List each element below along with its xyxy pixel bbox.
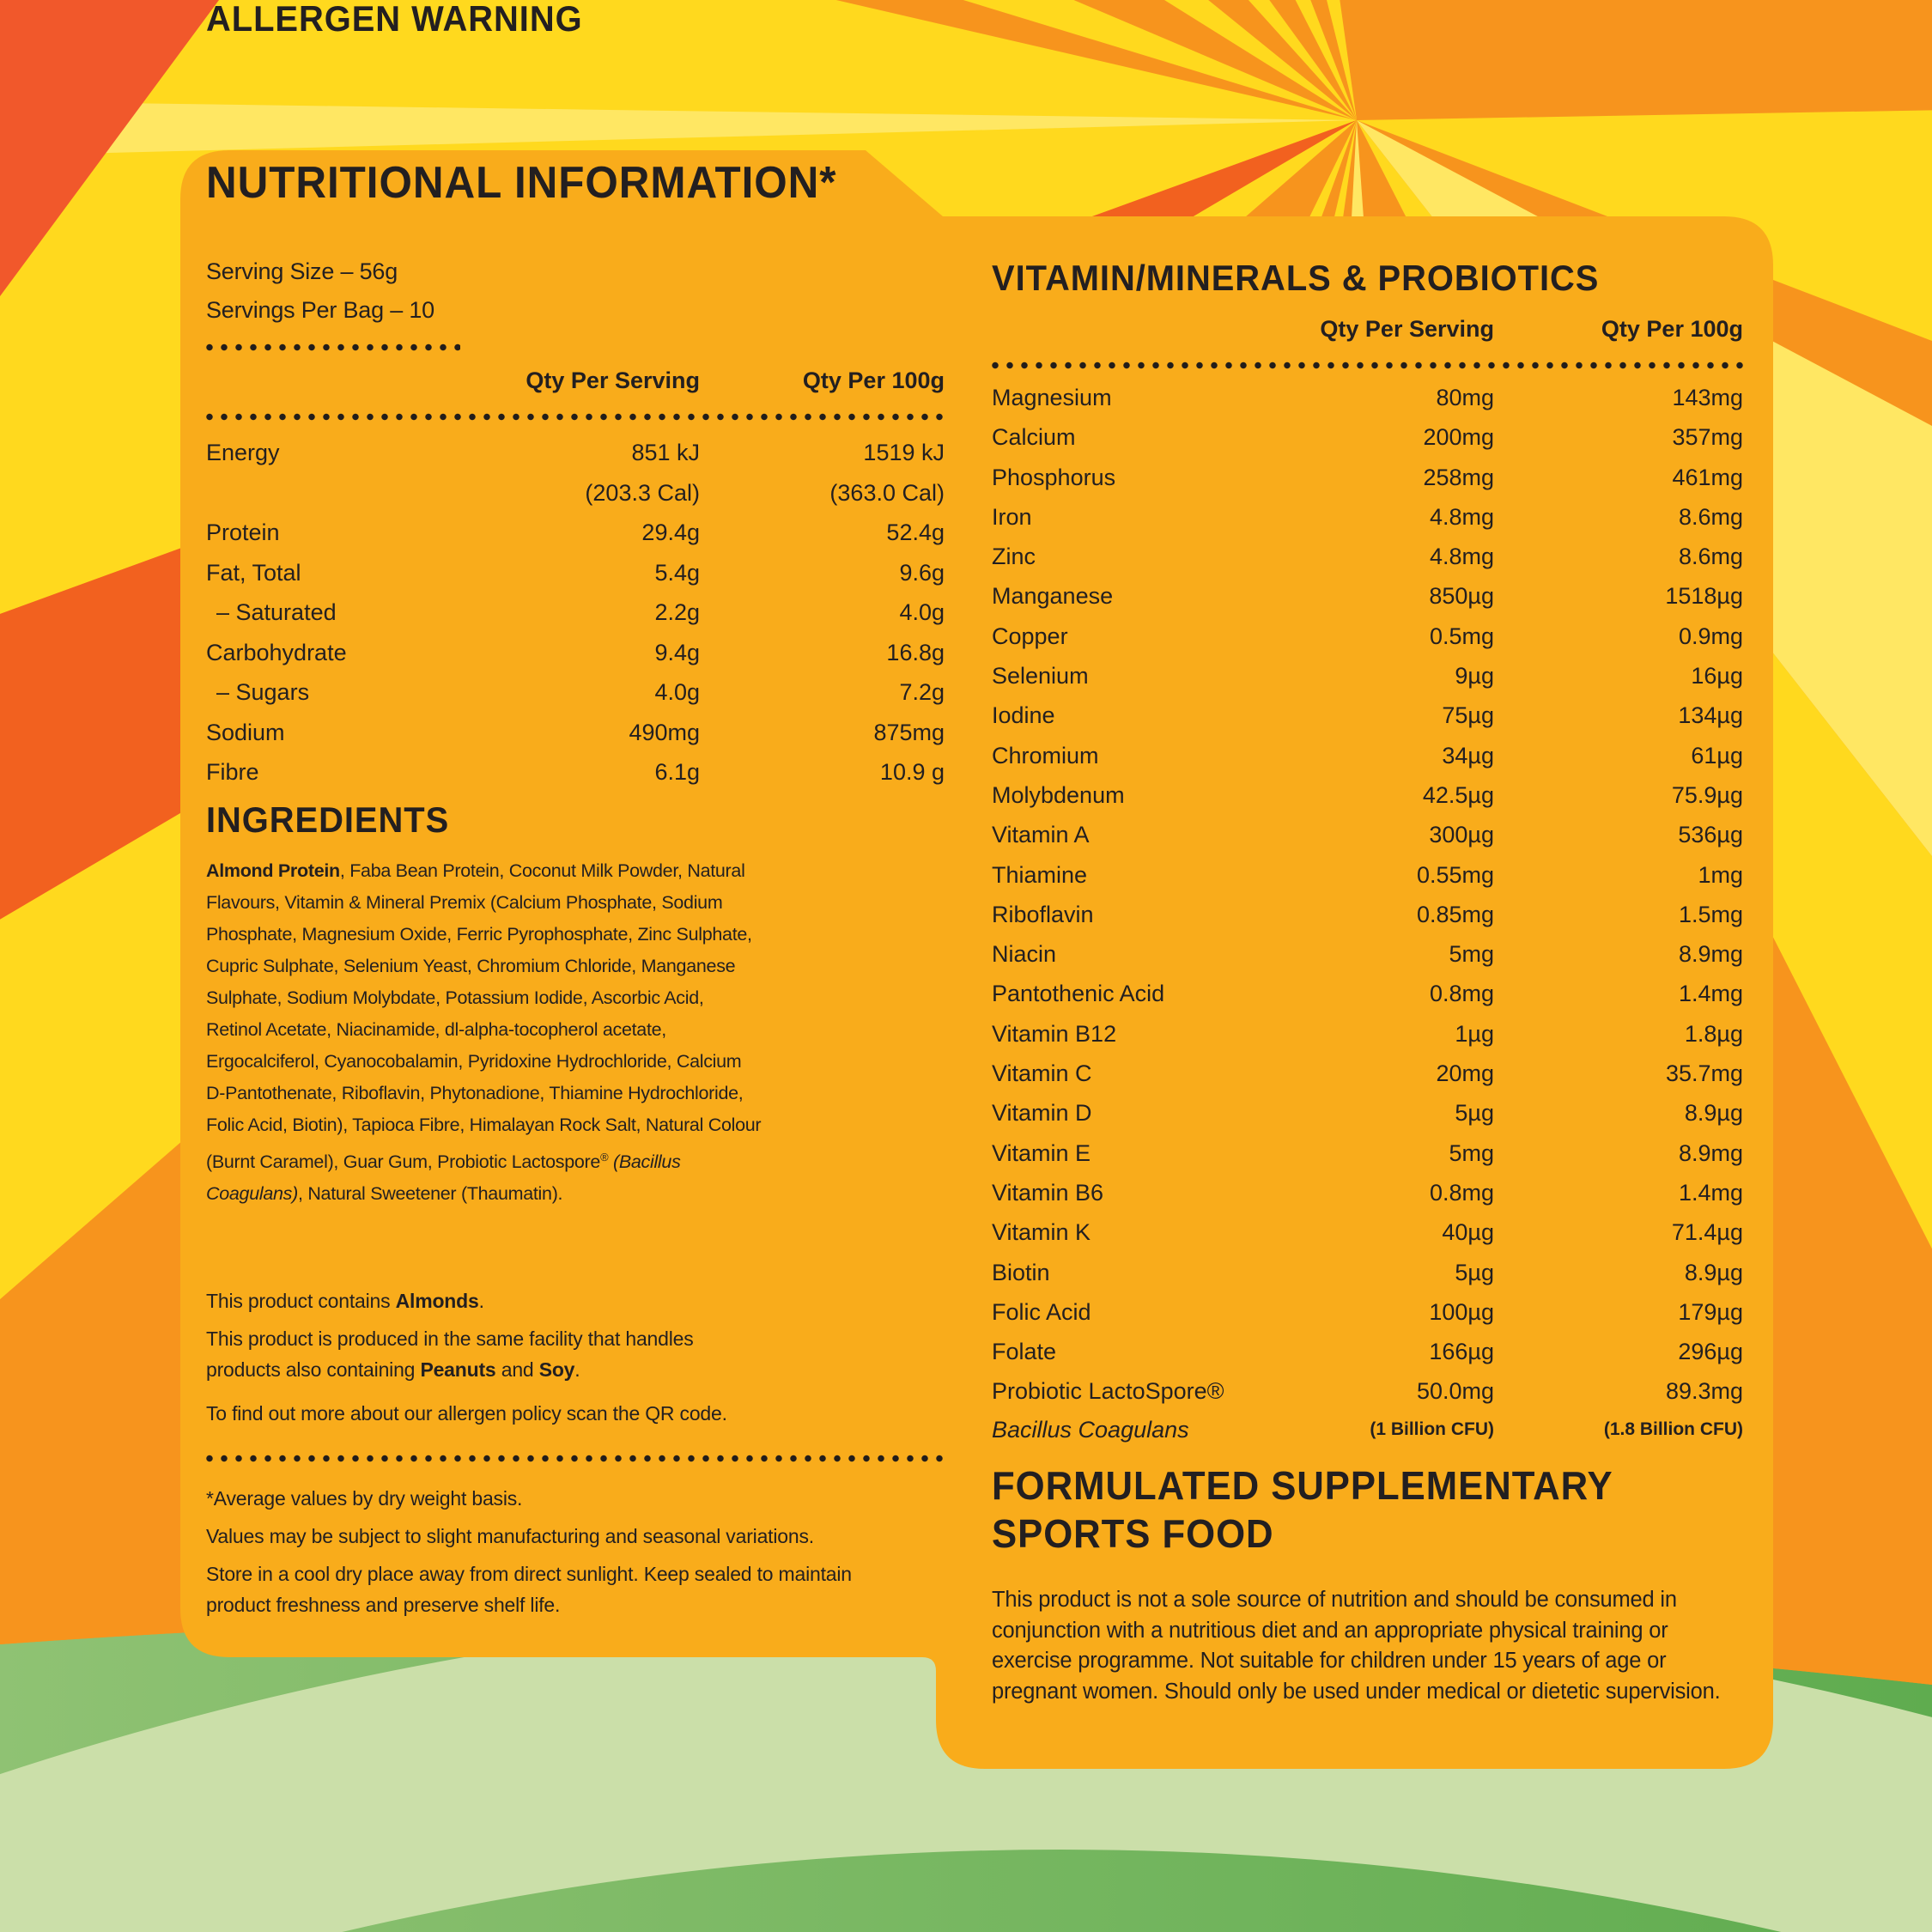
row-per100g-value: 1518µg — [1665, 583, 1743, 610]
row-serving-value: 0.8mg — [1429, 981, 1494, 1007]
table-row — [992, 1292, 1743, 1332]
serving-size: Serving Size – 56g — [206, 258, 398, 284]
row-label: Copper — [992, 623, 1068, 649]
row-label: Folate — [992, 1339, 1057, 1365]
allergen-segment: and — [495, 1358, 539, 1381]
table-row — [992, 1212, 1743, 1252]
row-label: Molybdenum — [992, 781, 1125, 808]
row-label: Zinc — [992, 544, 1036, 570]
header-spacer — [206, 368, 464, 394]
row-label: Fibre — [206, 759, 259, 785]
row-per100g-value: 0.9mg — [1678, 623, 1743, 649]
row-serving-value: 40µg — [1442, 1219, 1494, 1246]
row-label: Riboflavin — [992, 901, 1094, 927]
col-qty-per-100g: Qty Per 100g — [802, 368, 945, 393]
row-per100g-value: 35.7mg — [1665, 1060, 1743, 1087]
row-label: Sodium — [206, 719, 285, 745]
row-label: Vitamin K — [992, 1219, 1091, 1246]
row-serving-value: 200mg — [1423, 424, 1494, 451]
table-row — [992, 378, 1743, 417]
nutrition-table-header — [206, 368, 945, 394]
row-per100g-value: 1mg — [1698, 861, 1743, 888]
row-per100g-value: 1519 kJ — [863, 440, 945, 465]
vitamins-table — [992, 378, 1743, 1448]
nutrition-table — [206, 433, 945, 793]
row-serving-value: 0.8mg — [1429, 1179, 1494, 1206]
supplementary-text: This product is not a sole source of nutrition and should be consumed in conjunction with a nutritious diet and an appropriate physical training or exercise programme. Not suitable for children under 15 years of age or pregnant women. Should only be used under medical or dietetic supervision. — [992, 1588, 1721, 1704]
row-serving-value: (1 Billion CFU) — [1370, 1419, 1494, 1439]
row-per100g-value: 134µg — [1678, 702, 1743, 729]
row-label: Chromium — [992, 742, 1099, 769]
row-label: Protein — [206, 519, 280, 545]
allergen-segment: To find out more about our allergen policy scan the QR code. — [206, 1402, 727, 1425]
row-per100g-value: 8.6mg — [1678, 503, 1743, 530]
row-label — [206, 473, 464, 513]
table-row — [992, 417, 1743, 457]
row-label: Thiamine — [992, 861, 1088, 888]
table-row — [992, 576, 1743, 616]
table-row — [992, 696, 1743, 735]
table-row — [206, 633, 945, 673]
row-per100g-value: 296µg — [1678, 1339, 1743, 1365]
row-label: Iodine — [992, 702, 1055, 729]
row-label: Vitamin B12 — [992, 1020, 1117, 1047]
row-serving-value: 490mg — [629, 719, 700, 745]
row-serving-value: 5µg — [1455, 1100, 1494, 1127]
table-row — [206, 433, 945, 473]
table-row — [206, 553, 945, 593]
row-serving-value: 42.5µg — [1422, 781, 1494, 808]
row-per100g-value: 75.9µg — [1671, 781, 1743, 808]
row-serving-value: 5mg — [1449, 941, 1494, 968]
row-per100g-value: 143mg — [1672, 385, 1743, 410]
ingredient-segment: Almond Protein — [206, 860, 340, 881]
vitamins-title: VITAMIN/MINERALS & PROBIOTICS — [992, 258, 1600, 298]
table-row — [206, 713, 945, 753]
row-per100g-value: 16µg — [1691, 663, 1743, 690]
header-spacer — [992, 316, 1275, 343]
row-label: Vitamin E — [992, 1139, 1091, 1166]
table-row — [992, 1173, 1743, 1212]
row-per100g-value: 1.8µg — [1684, 1020, 1743, 1047]
row-serving-value: 6.1g — [654, 759, 700, 785]
row-serving-value: 5.4g — [654, 559, 700, 586]
row-serving-value: 258mg — [1423, 464, 1494, 490]
row-per100g-value: 10.9 g — [879, 759, 945, 785]
row-label: Fat, Total — [206, 559, 301, 586]
row-serving-value: 50.0mg — [1416, 1378, 1494, 1405]
servings-per-bag: Servings Per Bag – 10 — [206, 297, 434, 323]
row-per100g-value: 8.9mg — [1678, 941, 1743, 968]
allergen-segment: . — [478, 1290, 484, 1312]
table-row — [992, 497, 1743, 537]
table-row — [992, 1412, 1743, 1448]
row-per100g-value: 9.6g — [899, 559, 945, 586]
ingredient-segment: ® — [600, 1151, 609, 1163]
vitamins-table-header — [992, 316, 1743, 343]
row-per100g-value: (1.8 Billion CFU) — [1603, 1419, 1743, 1439]
row-label: Bacillus Coagulans — [992, 1416, 1189, 1443]
table-row — [992, 1093, 1743, 1133]
row-serving-value: 0.5mg — [1429, 623, 1494, 649]
table-row — [206, 473, 945, 513]
row-label: Iron — [992, 503, 1032, 530]
row-serving-value: 5µg — [1455, 1259, 1494, 1285]
allergen-segment: Soy — [538, 1358, 575, 1381]
row-per100g-value: 8.9µg — [1684, 1100, 1743, 1127]
table-row — [992, 617, 1743, 656]
row-serving-value: 75µg — [1442, 702, 1494, 729]
row-serving-value: 4.8mg — [1429, 503, 1494, 530]
row-per100g-value: (363.0 Cal) — [829, 479, 945, 506]
row-label: Vitamin C — [992, 1060, 1092, 1087]
row-serving-value: 9µg — [1455, 663, 1494, 690]
table-row — [992, 895, 1743, 934]
note-variations: Values may be subject to slight manufacturing and seasonal variations. — [206, 1525, 814, 1547]
allergen-title: ALLERGEN WARNING — [206, 0, 583, 39]
table-row — [992, 1014, 1743, 1054]
row-label: Energy — [206, 440, 280, 465]
table-row — [992, 815, 1743, 854]
ingredient-segment: (Bacillus Coagulans) — [206, 1151, 681, 1205]
dotted-divider — [992, 361, 1743, 369]
row-per100g-value: 8.9mg — [1678, 1139, 1743, 1166]
row-serving-value: 4.8mg — [1429, 544, 1494, 570]
table-row — [992, 736, 1743, 775]
supplementary-title — [992, 1461, 1613, 1558]
row-per100g-value: 1.4mg — [1678, 981, 1743, 1007]
table-row — [206, 752, 945, 793]
row-label: – Saturated — [216, 599, 337, 625]
allergen-policy — [206, 1398, 807, 1429]
row-per100g-value: 8.9µg — [1684, 1259, 1743, 1285]
row-per100g-value: 61µg — [1691, 742, 1743, 769]
row-serving-value: 0.85mg — [1416, 901, 1494, 927]
supplementary-title-line2: SPORTS FOOD — [992, 1511, 1274, 1556]
row-per100g-value: 71.4µg — [1671, 1219, 1743, 1246]
table-row — [992, 1371, 1743, 1411]
row-serving-value: 5mg — [1449, 1139, 1494, 1166]
allergen-segment: Almonds — [395, 1290, 479, 1312]
allergen-segment: Peanuts — [420, 1358, 496, 1381]
row-per100g-value: 536µg — [1678, 822, 1743, 848]
row-per100g-value: 7.2g — [899, 679, 945, 705]
table-row — [992, 934, 1743, 974]
row-label: Phosphorus — [992, 464, 1116, 490]
row-serving-value: 20mg — [1436, 1060, 1494, 1087]
row-label: Vitamin B6 — [992, 1179, 1104, 1206]
table-row — [992, 775, 1743, 815]
row-serving-value: 166µg — [1429, 1339, 1494, 1365]
table-row — [992, 1332, 1743, 1371]
supplementary-title-line1: FORMULATED SUPPLEMENTARY — [992, 1463, 1613, 1508]
row-label: Carbohydrate — [206, 639, 347, 665]
col-qty-per-serving: Qty Per Serving — [1320, 316, 1494, 342]
row-label: Magnesium — [992, 385, 1112, 410]
table-row — [206, 513, 945, 553]
row-serving-value: 0.55mg — [1416, 861, 1494, 888]
table-row — [992, 656, 1743, 696]
table-row — [992, 1133, 1743, 1173]
row-per100g-value: 89.3mg — [1665, 1378, 1743, 1405]
row-serving-value: 29.4g — [641, 519, 700, 545]
row-per100g-value: 357mg — [1672, 424, 1743, 451]
row-per100g-value: 179µg — [1678, 1298, 1743, 1325]
table-row — [206, 672, 945, 713]
row-serving-value: 850µg — [1429, 583, 1494, 610]
row-label: Biotin — [992, 1259, 1050, 1285]
row-serving-value: 2.2g — [654, 599, 700, 625]
row-per100g-value: 16.8g — [886, 639, 945, 665]
row-per100g-value: 52.4g — [886, 519, 945, 545]
row-serving-value: 4.0g — [654, 679, 700, 705]
row-serving-value: 851 kJ — [631, 440, 700, 465]
ingredients-text — [206, 855, 762, 1210]
row-serving-value: 9.4g — [654, 639, 700, 665]
table-row — [992, 974, 1743, 1013]
row-label: Pantothenic Acid — [992, 981, 1165, 1007]
row-label: Selenium — [992, 663, 1089, 690]
ingredient-segment: , Faba Bean Protein, Coconut Milk Powder, Natural Flavours, Vitamin & Mineral Premix (Calcium Phosphate, Sodium Phosphate, Magnesium Oxide, Ferric Pyrophosphate, Zinc Sulphate, Cupric Sulphate, Selenium Yeast, Chromium Chloride, Manganese Sulphate, Sodium Molybdate, Potassium Iodide, Ascorbic Acid, Retinol Acetate, Niacinamide, dl-alpha-tocopherol acetate, Ergocalciferol, Cyanocobalamin, Pyridoxine Hydrochloride, Calcium D-Pantothenate, Riboflavin, Phytonadione, Thiamine Hydrochloride, Folic Acid, Biotin), Tapioca Fibre, Himalayan Rock Salt, Natural Colour (Burnt Caramel), Guar Gum, Probiotic Lactospore — [206, 860, 762, 1173]
ingredients-title: INGREDIENTS — [206, 799, 450, 840]
table-row — [992, 537, 1743, 576]
nutrition-title: NUTRITIONAL INFORMATION* — [206, 158, 837, 208]
row-per100g-value: 1.5mg — [1678, 901, 1743, 927]
table-row — [992, 1253, 1743, 1292]
allergen-segment: This product is produced in the same facility that handles products also containing — [206, 1327, 694, 1381]
row-label: Niacin — [992, 941, 1057, 968]
table-row — [206, 592, 945, 633]
row-serving-value: 300µg — [1429, 822, 1494, 848]
row-per100g-value: 461mg — [1672, 464, 1743, 490]
row-per100g-value: 8.6mg — [1678, 544, 1743, 570]
note-average-values: *Average values by dry weight basis. — [206, 1487, 523, 1510]
row-label: Manganese — [992, 583, 1114, 610]
col-qty-per-serving: Qty Per Serving — [526, 368, 700, 393]
col-qty-per-100g: Qty Per 100g — [1601, 316, 1743, 342]
row-serving-value: 100µg — [1429, 1298, 1494, 1325]
row-label: Vitamin A — [992, 822, 1090, 848]
row-per100g-value: 875mg — [873, 719, 945, 745]
note-storage: Store in a cool dry place away from direct sunlight. Keep sealed to maintain product freshness and preserve shelf life. — [206, 1563, 852, 1616]
row-label: Vitamin D — [992, 1100, 1092, 1127]
ingredient-segment: , Natural Sweetener (Thaumatin). — [297, 1183, 563, 1205]
row-label: Probiotic LactoSpore® — [992, 1378, 1224, 1405]
allergen-facility — [206, 1323, 762, 1385]
dotted-divider — [206, 343, 460, 351]
allergen-segment: . — [574, 1358, 580, 1381]
row-label: Calcium — [992, 424, 1076, 451]
dotted-divider — [206, 413, 945, 421]
row-serving-value: 34µg — [1442, 742, 1494, 769]
allergen-contains — [206, 1285, 484, 1316]
row-serving-value: (203.3 Cal) — [585, 479, 700, 506]
row-per100g-value: 4.0g — [899, 599, 945, 625]
table-row — [992, 458, 1743, 497]
dotted-divider — [206, 1455, 945, 1462]
allergen-segment: This product contains — [206, 1290, 396, 1312]
table-row — [992, 855, 1743, 895]
row-serving-value: 1µg — [1455, 1020, 1494, 1047]
row-per100g-value: 1.4mg — [1678, 1179, 1743, 1206]
row-serving-value: 80mg — [1436, 385, 1494, 410]
table-row — [992, 1054, 1743, 1093]
row-label: – Sugars — [216, 679, 310, 705]
row-label: Folic Acid — [992, 1298, 1091, 1325]
